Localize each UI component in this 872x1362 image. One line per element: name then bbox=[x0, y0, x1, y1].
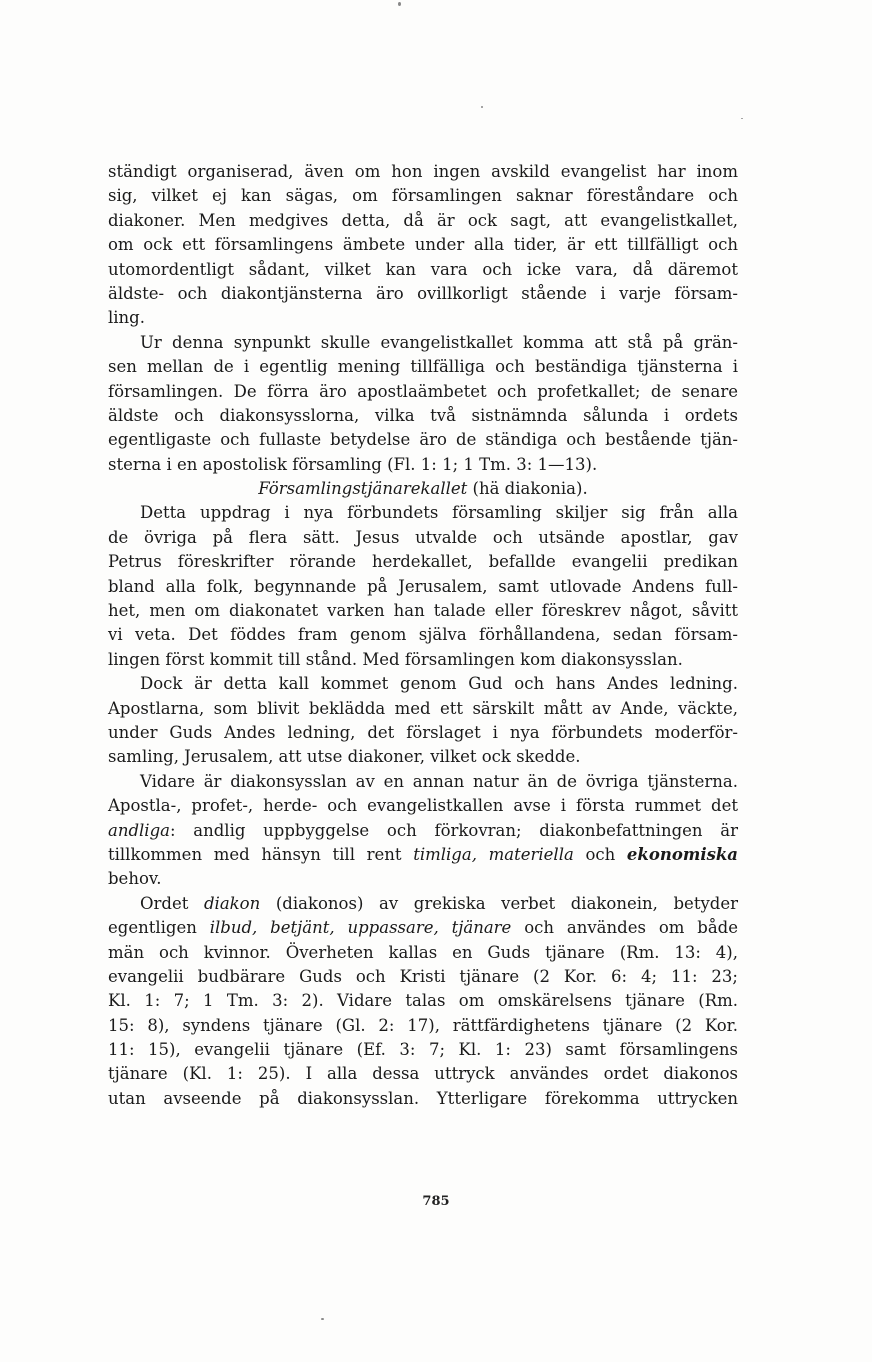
text-line: under Guds Andes ledning, det förslaget i nya förbundets moderför- bbox=[108, 722, 738, 742]
scan-speck bbox=[481, 106, 483, 108]
text-line: Apostla-, profet-, herde- och evangelistkallen avse i första rummet det bbox=[108, 796, 738, 816]
text-line: ständigt organiserad, även om hon ingen avskild evangelist har inom bbox=[108, 162, 738, 181]
text-line: andliga: andlig uppbyggelse och förkovran; diakonbefattningen är bbox=[108, 820, 738, 840]
text-line: Petrus föreskrifter rörande herdekallet, befallde evangelii predikan bbox=[108, 552, 738, 572]
page-number: 785 bbox=[422, 1194, 450, 1209]
text-line: tjänare (Kl. 1: 25). I alla dessa uttryck användes ordet diakonos bbox=[108, 1064, 738, 1084]
text-line: sterna i en apostolisk församling (Fl. 1: 1; 1 Tm. 3: 1—13). bbox=[108, 454, 598, 474]
text-line: vi veta. Det föddes fram genom själva förhållandena, sedan försam- bbox=[108, 625, 738, 645]
text-line: 15: 8), syndens tjänare (Gl. 2: 17), rättfärdighetens tjänare (2 Kor. bbox=[108, 1015, 738, 1035]
text-line: samling, Jerusalem, att utse diakoner, vilket ock skedde. bbox=[108, 747, 581, 767]
text-line: äldste- och diakontjänsterna äro ovillkorligt stående i varje försam- bbox=[108, 283, 738, 303]
text-line: tillkommen med hänsyn till rent timliga, materiella och ekonomiska bbox=[108, 844, 738, 864]
text-line: Kl. 1: 7; 1 Tm. 3: 2). Vidare talas om omskärelsens tjänare (Rm. bbox=[108, 991, 738, 1011]
text-line: församlingen. De förra äro apostlaämbetet och profetkallet; de senare bbox=[108, 381, 738, 401]
text-line: lingen först kommit till stånd. Med församlingen kom diakonsysslan. bbox=[108, 649, 683, 669]
text-line: evangelii budbärare Guds och Kristi tjänare (2 Kor. 6: 4; 11: 23; bbox=[108, 966, 738, 986]
text-line: 11: 15), evangelii tjänare (Ef. 3: 7; Kl. 1: 23) samt församlingens bbox=[108, 1040, 738, 1060]
text-line: Ur denna synpunkt skulle evangelistkallet komma att stå på grän- bbox=[140, 332, 738, 352]
text-line: om ock ett församlingens ämbete under alla tider, är ett tillfälligt och bbox=[108, 235, 738, 255]
text-line: het, men om diakonatet varken han talade eller föreskrev något, såvitt bbox=[108, 601, 738, 621]
text-line: Detta uppdrag i nya förbundets församling skiljer sig från alla bbox=[140, 503, 738, 523]
text-line: behov. bbox=[108, 869, 162, 889]
text-line: egentligen ilbud, betjänt, uppassare, tjänare och användes om både bbox=[108, 918, 739, 938]
text-line: sen mellan de i egentlig mening tillfälliga och beständiga tjänsterna i bbox=[108, 357, 738, 377]
scan-speck bbox=[321, 1318, 324, 1320]
text-line: män och kvinnor. Överheten kallas en Guds tjänare (Rm. 13: 4), bbox=[108, 942, 738, 962]
text-line: ling. bbox=[108, 308, 145, 328]
scan-speck bbox=[398, 2, 401, 6]
text-line: egentligaste och fullaste betydelse äro de ständiga och bestående tjän- bbox=[108, 430, 738, 450]
text-line: bland alla folk, begynnande på Jerusalem, samt utlovade Andens full- bbox=[108, 576, 738, 596]
text-line: de övriga på flera sätt. Jesus utvalde och utsände apostlar, gav bbox=[108, 527, 738, 547]
text-line: diakoner. Men medgives detta, då är ock sagt, att evangelistkallet, bbox=[108, 210, 738, 230]
text-line: Församlingstjänarekallet (hä diakonia). bbox=[258, 479, 588, 499]
text-line: Vidare är diakonsysslan av en annan natur än de övriga tjänsterna. bbox=[140, 771, 738, 791]
scan-speck bbox=[741, 118, 743, 119]
text-line: Apostlarna, som blivit beklädda med ett särskilt mått av Ande, väckte, bbox=[108, 698, 738, 718]
text-line: utan avseende på diakonsysslan. Ytterligare förekomma uttrycken bbox=[108, 1088, 738, 1108]
text-line: äldste och diakonsysslorna, vilka två sistnämnda sålunda i ordets bbox=[108, 405, 738, 425]
text-line: utomordentligt sådant, vilket kan vara och icke vara, då däremot bbox=[108, 259, 738, 279]
text-line: sig, vilket ej kan sägas, om församlingen saknar föreståndare och bbox=[108, 186, 738, 206]
body-text bbox=[108, 160, 738, 1111]
text-line: Ordet diakon (diakonos) av grekiska verbet diakonein, betyder bbox=[140, 893, 738, 913]
text-line: Dock är detta kall kommet genom Gud och hans Andes ledning. bbox=[140, 674, 738, 694]
